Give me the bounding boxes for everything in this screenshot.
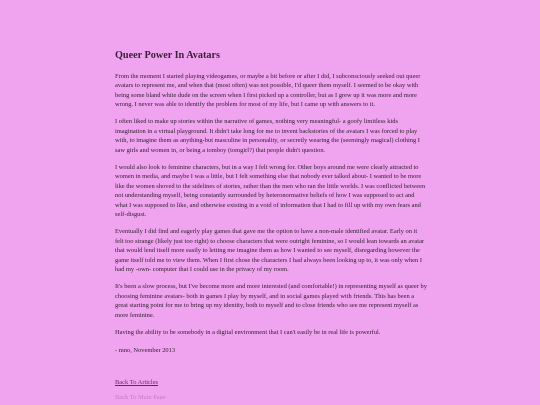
article-signature: - mno, November 2013 — [115, 346, 176, 354]
article-paragraph-3: I would also look to feminine characters, but in a way I felt wrong for. Other boys around me were clearly attracted to women in media, and maybe I was a little, but I felt something else that nobody ever talked about- I wanted to be more like the women shoved to the sidelines of stories, rather than the men who ran the little worlds. I was conflicted between not understanding myself, being constantly surrounded by heteronormative beliefs of how I was supposed to act and what I was supposed to like, and otherwise existing in a void of information that I had to fill up with my own fears and self-disgust. — [115, 164, 426, 219]
article-paragraph-6: Having the ability to be somebody in a digital environment that I can't easily be in real life is powerful. — [115, 329, 381, 337]
back-to-articles-link[interactable]: Back To Articles — [115, 378, 159, 386]
article-title: Queer Power In Avatars — [115, 50, 220, 61]
article-paragraph-2: I often liked to make up stories within the narrative of games, nothing very meaningful- a goofy limitless kids imagination in a virtual playground. It didn't take long for me to invent backstories of the avaiars I was forced to play with, to imagine them as anything-but masculine in personality, or secretly wearing the (seemingly magical) clothing I saw girls and women in, or being a tomboy (tomgirl?) that people didn't question. — [115, 118, 420, 154]
back-to-main-link[interactable]: Back To Main Page — [115, 394, 166, 400]
article — [115, 50, 427, 399]
article-paragraph-5: It's been a slow process, but I've become more and more interested (and comfortable!) in representing myself as queer by choosing feminine avatars- both in games I play by myself, and in social games played with friends. This has been a great starting point for me to bring up my identity, both to myself and to close friends who see me represent myself as more feminine. — [115, 283, 427, 319]
article-paragraph-1: From the moment I started playing videogames, or maybe a bit before or after I did, I subconsciously seeked out queer avatars to represent me, and when that (most often) was not possible, I'd queer them myself. I seemed to be okay with being some bland white dude on the screen when I first picked up a controller, but as I grew up it was more and more wrong. I never was able to identify the problem for most of my life, but I came up with answers to it. — [115, 72, 421, 108]
footer-links — [115, 378, 427, 399]
article-paragraph-4: Eventually I did find and eagerly play games that gave me the option to have a non-male identified avatar. Early on it felt too strange (likely just too right) to choose characters that were outright feminine, so I would lean towards an avatar that would lend itself more easily to letting me imagine them as how I wanted to see myself, disregarding however the game itself told me to view them. When I first chose the characters I had always been looking up to, it was only when I had my -own- computer that I could use in the privacy of my room. — [115, 228, 425, 274]
